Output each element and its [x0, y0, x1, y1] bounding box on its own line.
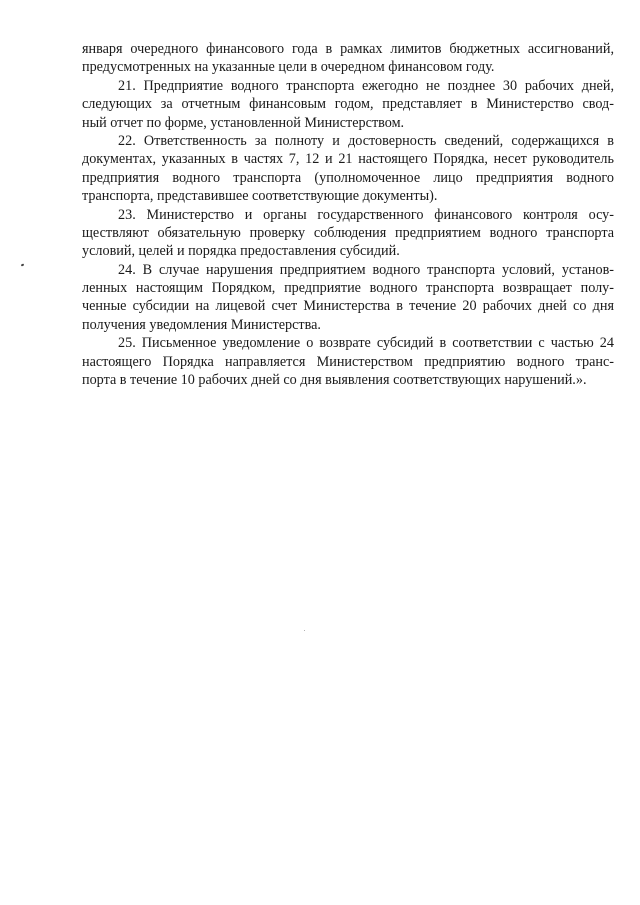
text-line: января очередного финансового года в рамках лимитов бюджетных ассигнований,: [82, 41, 614, 57]
text-line: ленных настоящим Порядком, предприятие водного транспорта возвращает полу-: [82, 280, 614, 297]
text-line: ществляют обязательную проверку соблюдения предприятием водного транспорта: [82, 224, 614, 241]
text-line: предусмотренных на указанные цели в очередном финансовом году.: [82, 59, 495, 76]
text-line: предприятия водного транспорта (уполномоченное лицо предприятия водного: [82, 169, 614, 186]
scan-speck: [21, 264, 25, 267]
paragraph-24: [82, 261, 614, 335]
document-body: [82, 40, 614, 389]
paragraph-21: [82, 77, 614, 132]
scan-speck: [304, 630, 305, 631]
text-line: следующих за отчетным финансовым годом, представляет в Министерство свод-: [82, 96, 614, 113]
text-line: настоящего Порядка направляется Министерством предприятию водного транс-: [82, 353, 614, 370]
paragraph-25: [82, 334, 614, 389]
paragraph-23: [82, 206, 614, 261]
text-line: транспорта, представившее соответствующие документы).: [82, 188, 438, 205]
text-line: документах, указанных в частях 7, 12 и 21 настоящего Порядка, несет руководитель: [82, 151, 614, 168]
intro-paragraph: [82, 40, 614, 77]
text-line: 21. Предприятие водного транспорта ежегодно не позднее 30 рабочих дней,: [118, 77, 614, 94]
text-line: 24. В случае нарушения предприятием водного транспорта условий, установ-: [118, 261, 614, 278]
text-line: порта в течение 10 рабочих дней со дня выявления соответствующих нарушений.».: [82, 372, 587, 389]
text-line: условий, целей и порядка предоставления субсидий.: [82, 243, 400, 260]
text-line: 23. Министерство и органы государственного финансового контроля осу-: [118, 206, 614, 223]
text-line: получения уведомления Министерства.: [82, 316, 321, 333]
text-line: 25. Письменное уведомление о возврате субсидий в соответствии с частью 24: [118, 335, 614, 352]
text-line: ный отчет по форме, установленной Министерством.: [82, 114, 405, 131]
text-line: 22. Ответственность за полноту и достоверность сведений, содержащихся в: [118, 132, 614, 149]
text-line: ченные субсидии на лицевой счет Министерства в течение 20 рабочих дней со дня: [82, 298, 614, 315]
paragraph-22: [82, 132, 614, 206]
